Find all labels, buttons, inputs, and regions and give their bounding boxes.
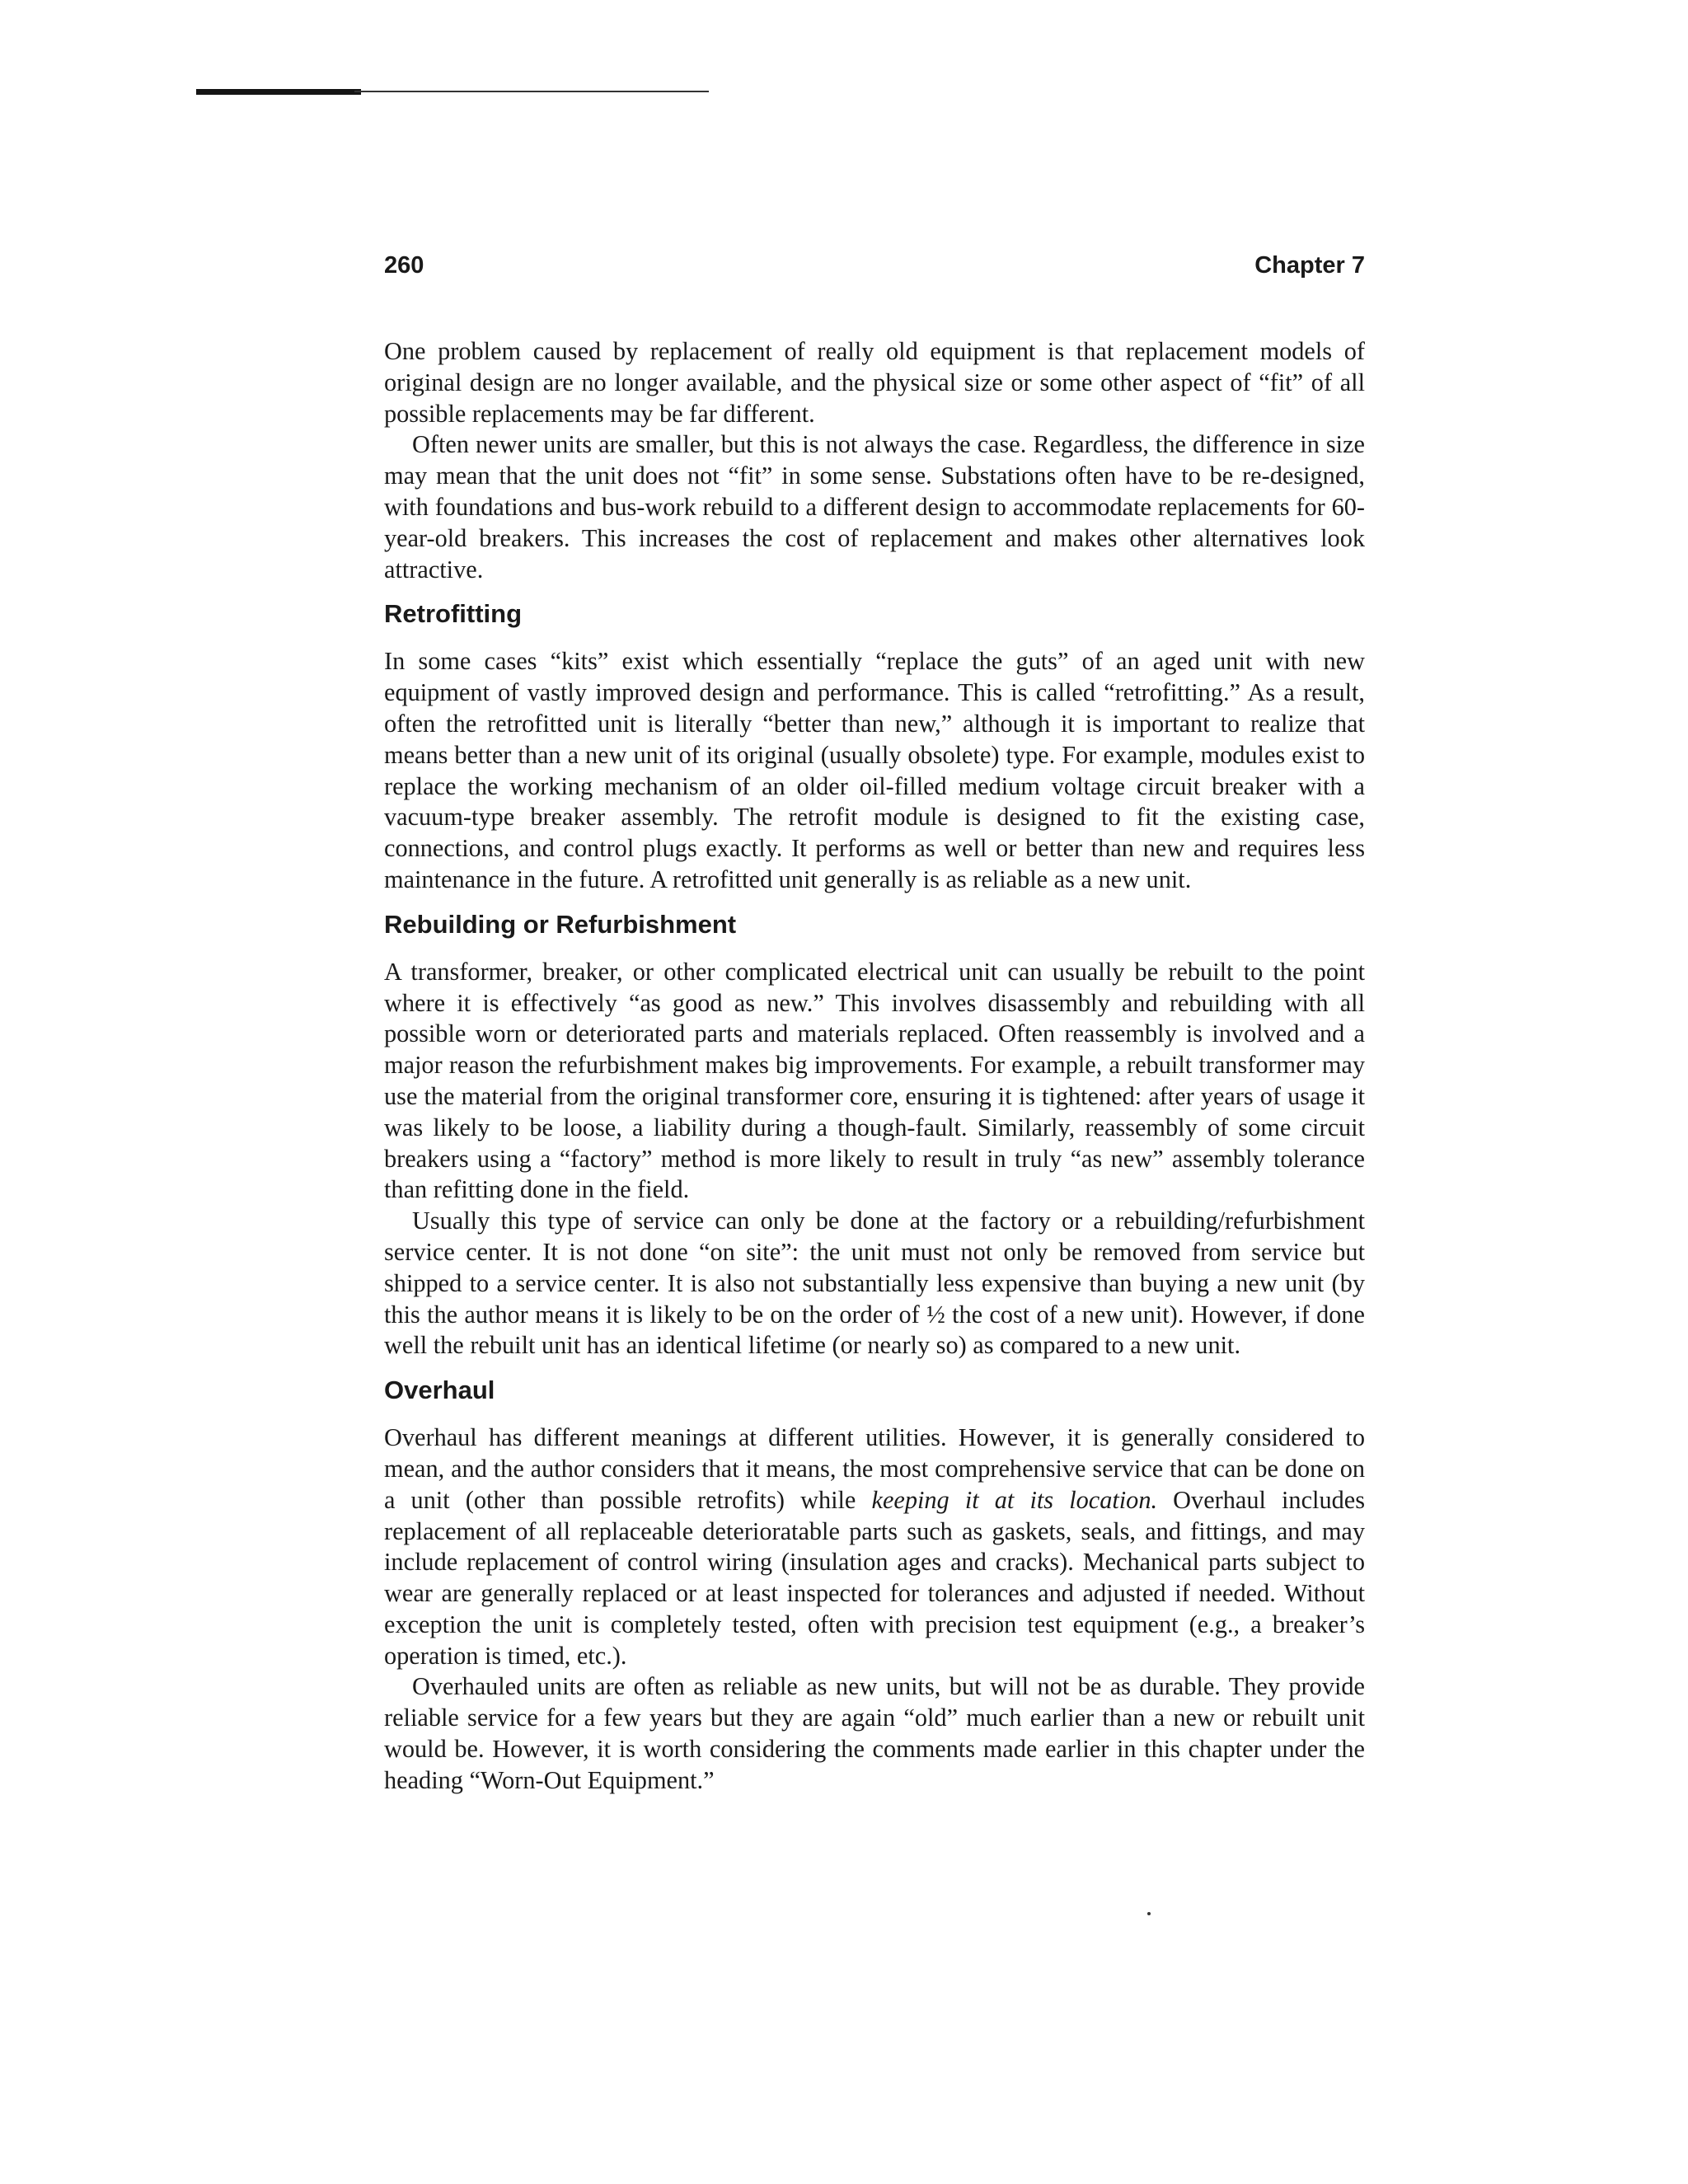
overhaul-paragraph-1 xyxy=(384,1422,1365,1671)
page-body xyxy=(384,336,1365,1797)
page-number: 260 xyxy=(384,252,424,279)
section-heading-rebuilding: Rebuilding or Refurbishment xyxy=(384,909,737,939)
overhaul-paragraph-2: Overhauled units are often as reliable as new units, but will not be as durable. They provide reliable service for a few years but they are again “old” much earlier than a new or rebuilt unit would be. However, it is worth considering the comments made earlier in this chapter under the heading “Worn-Out Equipment.” xyxy=(384,1672,1365,1794)
overhaul-text-before: Overhaul has different meanings at different utilities. However, it is generally considered to mean, and the author considers that it means, the most comprehensive service that can be done on a unit (other than possible retrofits) while xyxy=(384,1423,1365,1514)
scan-speck xyxy=(1147,1912,1151,1915)
section-heading-retrofitting: Retrofitting xyxy=(384,599,523,629)
chapter-label: Chapter 7 xyxy=(1254,252,1365,279)
header-rule-thin xyxy=(354,91,709,92)
section-heading-overhaul: Overhaul xyxy=(384,1376,495,1405)
retrofitting-paragraph-1: In some cases “kits” exist which essentially “replace the guts” of an aged unit with new equipment of vastly improved design and performance. This is called “retrofitting.” As a result, often the retrofitted unit is literally “better than new,” although it is important to realize that means better than a new unit of its original (usually obsolete) type. For example, modules exist to replace the working mechanism of an older oil-filled medium voltage circuit breaker with a vacuum-type breaker assembly. The retrofit module is designed to fit the existing case, connections, and control plugs exactly. It performs as well or better than new and requires less maintenance in the future. A retrofitted unit generally is as reliable as a new unit. xyxy=(384,647,1365,893)
running-head xyxy=(384,252,1365,288)
rebuilding-paragraph-2: Usually this type of service can only be done at the factory or a rebuilding/refurbishment service center. It is not done “on site”: the unit must not only be removed from service but shipped to a service center. It is also not substantially less expensive than buying a new unit (by this the author means it is likely to be on the order of ½ the cost of a new unit). However, if done well the rebuilt unit has an identical lifetime (or nearly so) as compared to a new unit. xyxy=(384,1207,1365,1360)
overhaul-text-after: Overhaul includes replacement of all replaceable deterioratable parts such as gaskets, seals, and fittings, and may include replacement of control wiring (insulation ages and cracks). Mechanical parts subject to wear are generally replaced or at least inspected for tolerances and adjusted if needed. Without exception the unit is completely tested, often with precision test equipment (e.g., a breaker’s operation is timed, etc.). xyxy=(384,1485,1365,1670)
overhaul-emphasis: keeping it at its location. xyxy=(871,1485,1158,1514)
header-rule-thick xyxy=(196,89,361,95)
rebuilding-paragraph-1: A transformer, breaker, or other complicated electrical unit can usually be rebuilt to the point where it is effectively “as good as new.” This involves disassembly and rebuilding with all possible worn or deteriorated parts and materials replaced. Often reassembly is involved and a major reason the refurbishment makes big improvements. For example, a rebuilt transformer may use the material from the original transformer core, ensuring it is tightened: after years of usage it was likely to be loose, a liability during a though-fault. Similarly, reassembly of some circuit breakers using a “factory” method is more likely to result in truly “as new” assembly tolerance than refitting done in the field. xyxy=(384,957,1365,1204)
intro-paragraph-1: One problem caused by replacement of really old equipment is that replacement models of original design are no longer available, and the physical size or some other aspect of “fit” of all possible replacements may be far different. xyxy=(384,337,1365,428)
intro-paragraph-2: Often newer units are smaller, but this is not always the case. Regardless, the difference in size may mean that the unit does not “fit” in some sense. Substations often have to be re-designed, with foundations and bus-work rebuild to a different design to accommodate replacements for 60-year-old breakers. This increases the cost of replacement and makes other alternatives look attractive. xyxy=(384,430,1365,583)
